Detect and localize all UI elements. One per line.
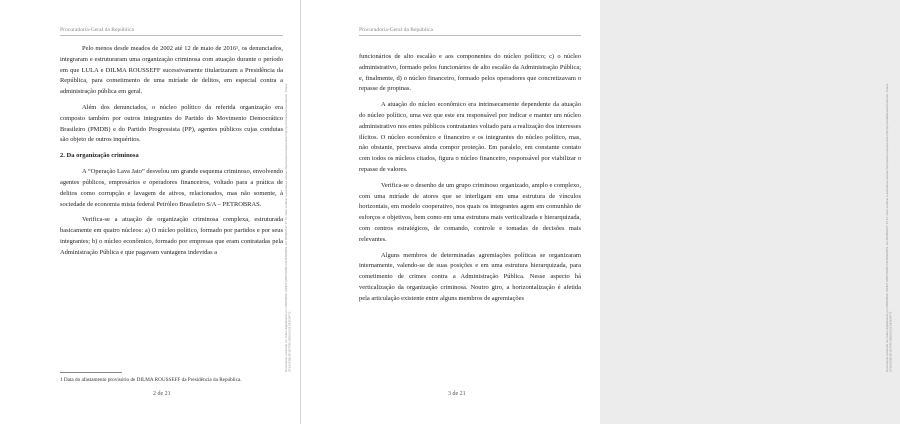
page-body — [60, 44, 283, 264]
page-body — [359, 52, 581, 310]
footnote-divider — [60, 372, 122, 373]
paragraph: Verifica-se a atuação de organização criminosa complexa, estruturada basicamente em quatro núcleos: a) O núcleo político, formado por partidos e por seus integrantes; b) o núcleo econômico, formado por empresas que eram contratadas pela Administração Pública e que pagavam vantagens indevidas a — [60, 216, 283, 256]
paragraph: Verifica-se o desenho de um grupo criminoso organizado, amplo e complexo, com uma miríade de atores que se interligam em uma estrutura de vínculos horizontais, em modelo cooperativo, nos quais os integrantes agem em comunhão de esforços e objetivos, bem como em uma estrutura mais verticalizada e hierarquizada, com centros estratégicos, de comando, controle e tomadas de decisões mais relevantes. — [359, 181, 581, 243]
paragraph: Alguns membros de determinadas agremiações políticas se organizaram internamente, valendo-se de suas posições e em uma estrutura hierarquizada, para cometimento de crimes contra a Administração Pública. Nesse aspecto há verticalização da organização criminosa. Noutro giro, a horizontalização é afetida pela articulação existente entre alguns membros de agremiações — [359, 251, 581, 302]
paragraph: Pelo menos desde meados de 2002 até 12 de maio de 2016¹, os denunciados, integraram e estruturaram uma organização criminosa com atuação durante o período em que LULA e DILMA ROUSSEFF sucessivamente titularizaram a Presidência da República, para cometimento de uma miríade de delitos, em especial contra a administração pública em geral. — [60, 45, 283, 96]
page-right — [300, 0, 893, 424]
page-number: 3 de 21 — [448, 391, 466, 397]
page-header: Procuradoria-Geral da República — [60, 27, 283, 36]
page-left — [0, 0, 300, 424]
signature-side-note: Documento assinado via Token digitalmente por RODRIGO JANOT MONTEIRO DE BARROS, em 05/09/2017 17:11. Para verificar a assinatura acesse http://www.transparencia.mpf.mp.br/validacaodocumento. Chave 2F3A6C8B.4D1E7F90.3B5A2C18.9E6D4F72 — [885, 83, 893, 372]
paragraph: funcionários de alto escalão e aos componentes do núcleo político; c) o núcleo administrativo, formado pelos funcionários de alto escalão da Administração Pública; e, finalmente, d) o núcleo financeiro, formado pelos operadores que concretizavam o repasse de propinas. — [359, 53, 581, 93]
footnote: 1 Data do afastamento provisório de DILMA ROUSSEFF da Presidência da República. — [60, 377, 242, 383]
paragraph: Além dos denunciados, o núcleo político da referida organização era composto também por outros integrantes do Partido do Movimento Democrático Brasileiro (PMDB) e do Partido Progressista (PP), agentes públicos cujas condutas são objeto de outros inquéritos. — [60, 103, 283, 144]
section-title: 2. Da organização criminosa — [60, 152, 139, 160]
page-header: Procuradoria-Geral da República — [359, 27, 581, 36]
paragraph: A “Operação Lava Jato” desvelou um grande esquema criminoso, envolvendo agentes públicos, empresários e operadores financeiros, voltado para a prática de delitos como corrupção e lavagem de ativos, relacionados, mas não somente, à sociedade de economia mista federal Petróleo Brasileiro S/A – PETROBRAS. — [60, 168, 283, 208]
page-number: 2 de 21 — [153, 391, 171, 397]
paragraph: A atuação do núcleo econômico era intrinsecamente dependente da atuação do núcleo político, uma vez que este era responsável por indicar e manter um núcleo administrativo nos entes públicos contratantes voltado para a realização dos interesses ilícitos. O núcleo econômico e financeiro e os integrantes do núcleo político, mas, não obstante, precisava ainda compor proteção. Em paralelo, em constante contato com todos os núcleos citados, figura o núcleo financeiro, responsável por viabilizar o repasse de valores. — [359, 101, 581, 173]
signature-side-note: Documento assinado via Token digitalmente por RODRIGO JANOT MONTEIRO DE BARROS, em 05/09/2017 17:11. Para verificar a assinatura acesse http://www.transparencia.mpf.mp.br/validacaodocumento. Chave 2F3A6C8B.4D1E7F90.3B5A2C18.9E6D4F72 — [284, 83, 292, 372]
